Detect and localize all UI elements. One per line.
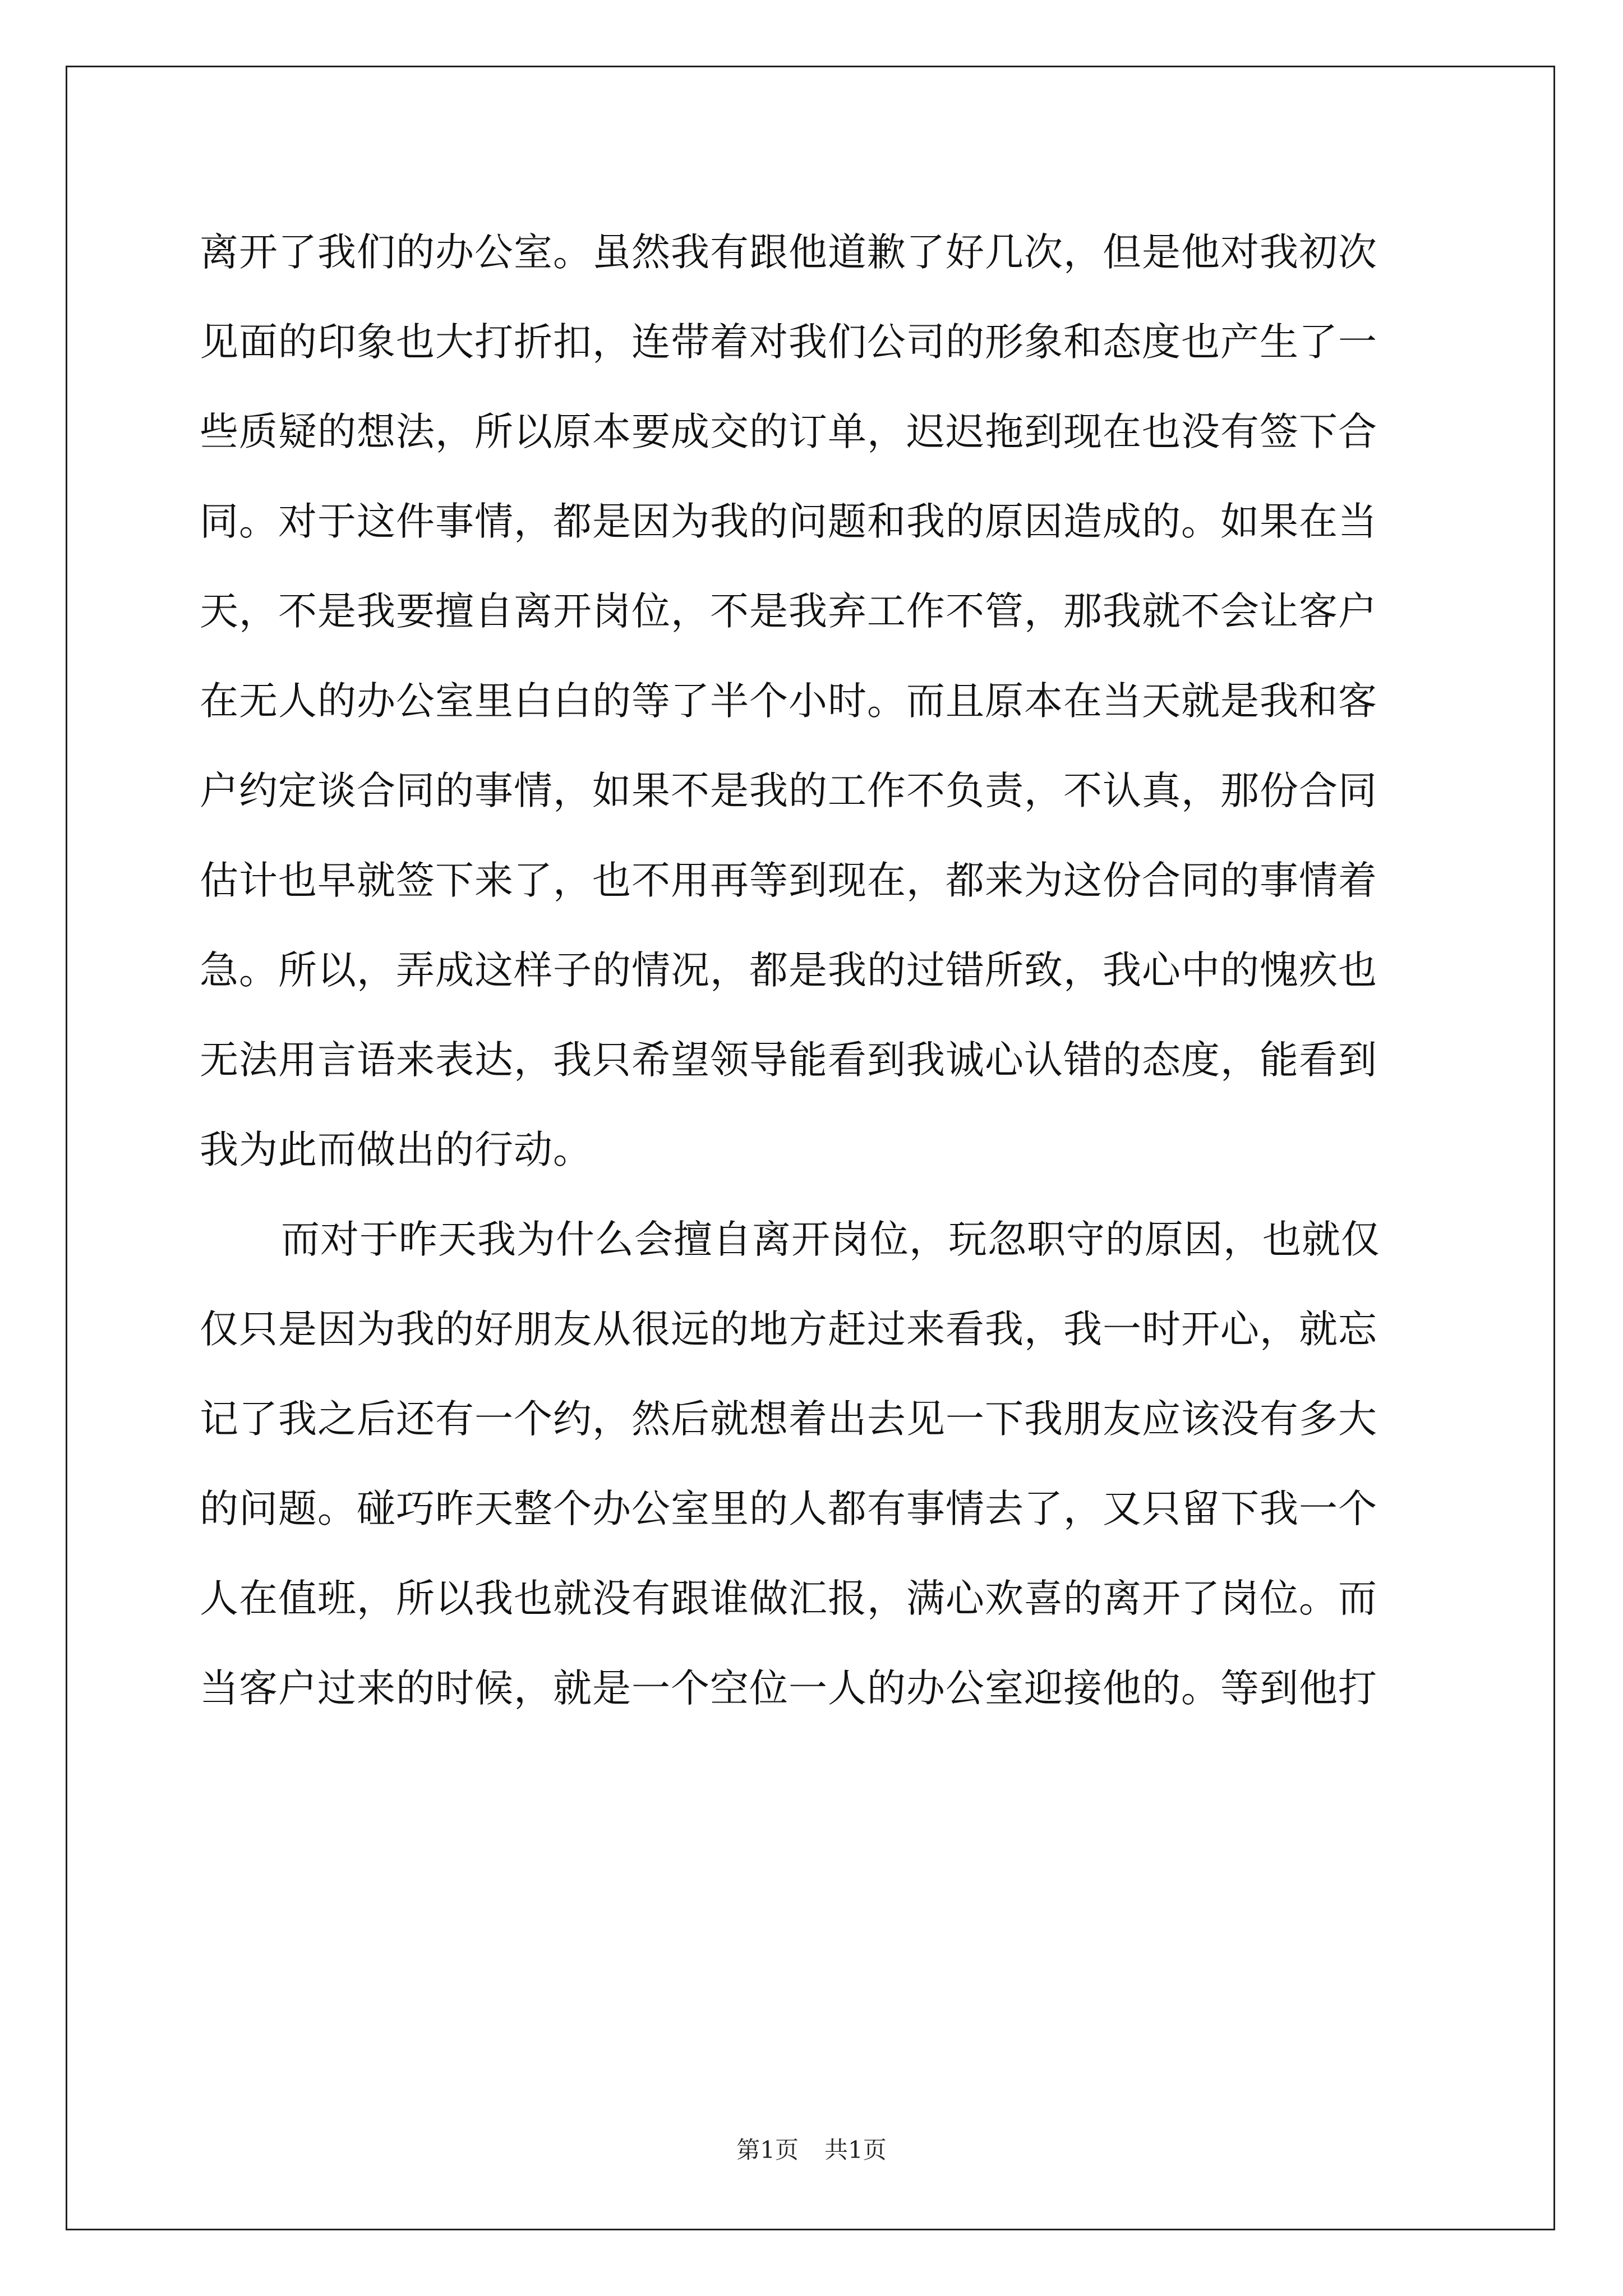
text-line: 些质疑的想法，所以原本要成交的订单，迟迟拖到现在也没有签下合	[200, 409, 1377, 454]
text-line: 仅只是因为我的好朋友从很远的地方赶过来看我，我一时开心，就忘	[200, 1307, 1377, 1352]
text-line: 同。对于这件事情，都是因为我的问题和我的原因造成的。如果在当	[200, 499, 1377, 544]
text-line: 记了我之后还有一个约，然后就想着出去见一下我朋友应该没有多大	[200, 1397, 1377, 1442]
text-line: 离开了我们的办公室。虽然我有跟他道歉了好几次，但是他对我初次	[200, 230, 1377, 275]
text-line: 天，不是我要擅自离开岗位，不是我弃工作不管，那我就不会让客户	[200, 589, 1377, 634]
page-footer	[0, 2132, 1623, 2165]
text-line: 见面的印象也大打折扣，连带着对我们公司的形象和态度也产生了一	[200, 320, 1377, 365]
document-body	[200, 208, 1433, 1733]
text-line: 户约定谈合同的事情，如果不是我的工作不负责，不认真，那份合同	[200, 769, 1377, 813]
text-line: 在无人的办公室里白白的等了半个小时。而且原本在当天就是我和客	[200, 679, 1377, 724]
paragraph-first-line: 而对于昨天我为什么会擅自离开岗位，玩忽职守的原因，也就仅	[281, 1217, 1380, 1262]
text-line: 当客户过来的时候，就是一个空位一人的办公室迎接他的。等到他打	[200, 1666, 1377, 1711]
text-line: 急。所以，弄成这样子的情况，都是我的过错所致，我心中的愧疚也	[200, 948, 1377, 993]
text-line: 人在值班，所以我也就没有跟谁做汇报，满心欢喜的离开了岗位。而	[200, 1576, 1377, 1621]
text-line: 的问题。碰巧昨天整个办公室里的人都有事情去了，又只留下我一个	[200, 1487, 1377, 1531]
page-number-total: 共1页	[824, 2136, 887, 2164]
page-number-current: 第1页	[736, 2136, 799, 2164]
text-line: 估计也早就签下来了，也不用再等到现在，都来为这份合同的事情着	[200, 858, 1377, 903]
text-line: 无法用言语来表达，我只希望领导能看到我诚心认错的态度，能看到	[200, 1038, 1377, 1083]
text-line: 我为此而做出的行动。	[200, 1128, 592, 1172]
